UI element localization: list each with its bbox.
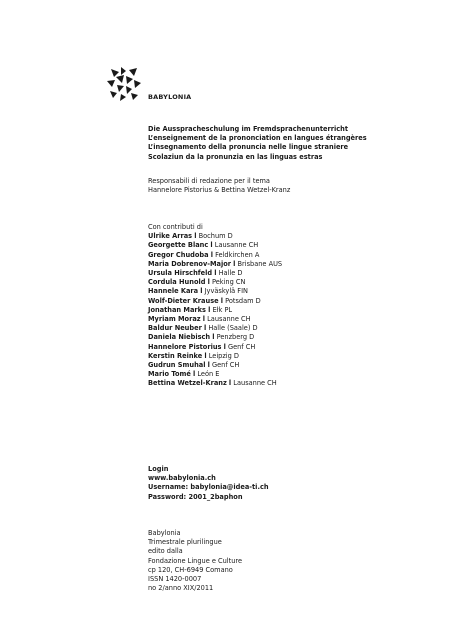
contributor-place: Potsdam D (225, 296, 261, 305)
contributor-name: Gregor Chudoba (148, 250, 209, 259)
contributor-row (148, 370, 438, 379)
separator: l (194, 232, 197, 241)
contributor-name: Mario Tomé (148, 370, 191, 379)
contributor-name: Georgette Blanc (148, 241, 209, 250)
contributor-row (148, 297, 438, 306)
brand-name: BABYLONIA (148, 93, 192, 101)
separator: l (200, 287, 203, 296)
contributor-name: Kerstin Reinke (148, 351, 203, 360)
contributor-place: Jyväskylä FIN (204, 287, 248, 296)
separator: l (210, 241, 213, 250)
title-fr: L’enseignement de la prononciation en langues étrangères (148, 134, 367, 143)
contributors-label: Con contributi di (148, 223, 203, 231)
contributor-row (148, 352, 438, 361)
issn: ISSN 1420-0007 (148, 575, 202, 584)
separator: l (203, 324, 207, 333)
contributor-name: Hannelore Pistorius (148, 342, 222, 351)
publication-frequency: Trimestrale plurilingue (148, 538, 222, 547)
contributor-place: Halle D (218, 269, 243, 278)
contributor-row (148, 232, 438, 241)
contributor-row (148, 269, 438, 278)
contributor-row (148, 361, 438, 370)
separator: l (192, 370, 196, 379)
contributor-name: Hannele Kara (148, 287, 199, 296)
separator: l (214, 269, 217, 278)
contributor-row (148, 278, 438, 287)
contributor-place: Halle (Saale) D (208, 324, 258, 333)
publisher-name: Fondazione Lingue e Culture (148, 556, 243, 565)
separator: l (228, 379, 232, 388)
contributor-name: Maria Dobrenov-Major (148, 259, 232, 268)
contributor-place: Lausanne CH (207, 315, 251, 324)
title-it: L’insegnamento della pronuncia nelle lingue straniere (148, 143, 349, 152)
contributor-place: Bochum D (198, 232, 233, 241)
contributors-list (148, 223, 438, 389)
publication-name: Babylonia (148, 529, 181, 537)
login-block (148, 465, 438, 502)
contributor-place: León E (197, 370, 220, 379)
separator: l (223, 342, 226, 351)
contributor-name: Daniela Niebisch (148, 333, 211, 342)
separator: l (207, 361, 210, 370)
title-rm: Scolaziun da la pronunzia en las linguas estras (148, 152, 323, 161)
contributor-row (148, 343, 438, 352)
separator: l (207, 278, 210, 287)
contributor-place: Feldkirchen A (215, 250, 260, 259)
contributor-row (148, 333, 438, 342)
contributor-place: Lausanne CH (233, 379, 277, 388)
responsible-editors (148, 177, 438, 195)
contributor-row (148, 379, 438, 388)
issue-titles (148, 125, 438, 162)
contributor-row (148, 287, 438, 296)
contributor-row (148, 315, 438, 324)
contributor-row (148, 251, 438, 260)
separator: l (220, 296, 223, 305)
contributor-place: Ełk PL (212, 305, 233, 314)
responsible-names: Hannelore Pistorius & Bettina Wetzel-Kranz (148, 186, 291, 195)
login-label: Login (148, 465, 169, 473)
contributor-place: Brisbane AUS (237, 259, 283, 268)
contributor-place: Genf CH (211, 361, 240, 370)
separator: l (202, 315, 205, 324)
separator: l (208, 305, 211, 314)
website-link[interactable]: www.babylonia.ch (148, 474, 216, 483)
responsible-label: Responsabili di redazione per il tema (148, 177, 270, 185)
separator: l (212, 333, 215, 342)
contributor-name: Myriam Moraz (148, 315, 201, 324)
babylonia-logo-icon (107, 67, 141, 101)
separator: l (204, 351, 207, 360)
contributor-place: Penzberg D (216, 333, 255, 342)
separator: l (210, 250, 213, 259)
contributor-row (148, 260, 438, 269)
contributor-place: Genf CH (227, 342, 256, 351)
issue-number: no 2/anno XIX/2011 (148, 584, 214, 593)
password-text: Password: 2001_2baphon (148, 492, 243, 501)
separator: l (233, 259, 236, 268)
contributor-name: Gudrun Smuhal (148, 361, 206, 370)
contributor-row (148, 324, 438, 333)
contributor-name: Wolf-Dieter Krause (148, 296, 219, 305)
contributor-name: Cordula Hunold (148, 278, 206, 287)
contributor-name: Baldur Neuber (148, 324, 202, 333)
username-text: Username: babylonia@idea-ti.ch (148, 483, 269, 492)
publication-editor-label: edito dalla (148, 547, 183, 556)
contributor-row (148, 241, 438, 250)
contributor-name: Bettina Wetzel-Kranz (148, 379, 227, 388)
contributor-name: Jonathan Marks (148, 305, 206, 314)
contributor-name: Ursula Hirschfeld (148, 269, 213, 278)
contributor-place: Lausanne CH (214, 241, 259, 250)
title-de: Die Ausspracheschulung im Fremdsprachenunterricht (148, 125, 348, 133)
contributor-place: Peking CN (211, 278, 246, 287)
contributor-place: Leipzig D (208, 351, 240, 360)
contributor-name: Ulrike Arras (148, 232, 193, 241)
publisher-address: cp 120, CH-6949 Comano (148, 565, 233, 574)
publication-info (148, 529, 438, 593)
contributor-row (148, 306, 438, 315)
